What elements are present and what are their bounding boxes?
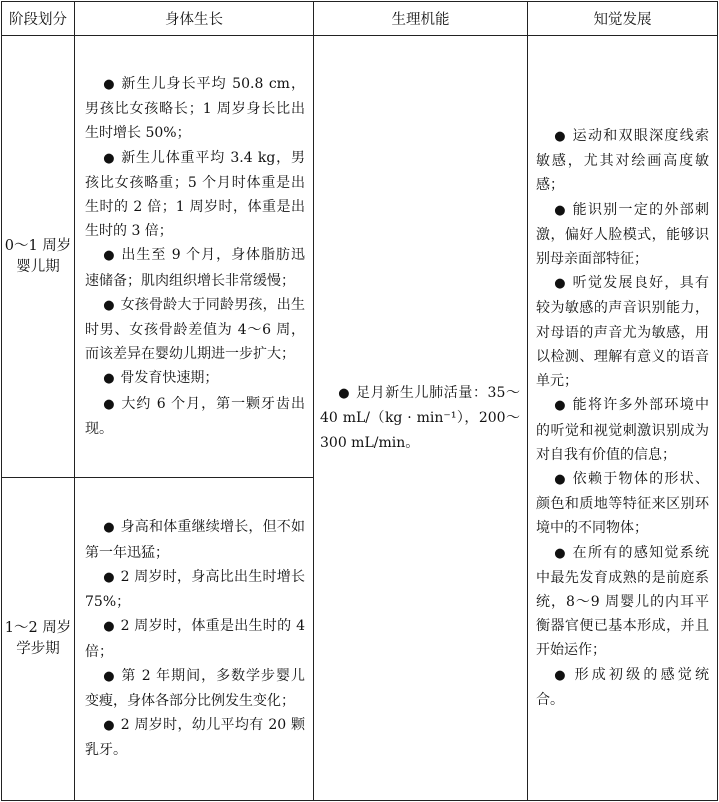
list-item-text: 身高和体重继续增长，但不如第一年迅猛； xyxy=(85,519,306,561)
list-item-text: 女孩骨龄大于同龄男孩，出生时男、女孩骨龄差值为 4～6 周，而该差异在婴幼儿期进一步扩大； xyxy=(85,296,306,363)
list-item-text: 新生儿体重平均 3.4 kg，男孩比女孩略重；5 个月时体重是出生时的 2 倍；1 周岁时，体重是出生时的 3 倍； xyxy=(85,149,305,240)
list-item xyxy=(85,146,305,244)
list-item-text: 在所有的感知觉系统中最先发育成熟的是前庭系统，8～9 周婴儿的内耳平衡器官便已基本形成，并且开始运作； xyxy=(536,544,710,659)
list-item xyxy=(536,393,709,467)
list-item xyxy=(85,72,305,146)
stage-infancy-age: 0～1 周岁 xyxy=(4,237,72,254)
list-item-text: 2 周岁时，身高比出生时增长 75%； xyxy=(85,568,306,611)
list-item xyxy=(85,293,305,367)
header-stage xyxy=(2,2,74,35)
physiology-list xyxy=(314,36,527,800)
bullet-icon: ● xyxy=(554,398,567,414)
bullet-icon: ● xyxy=(103,248,116,264)
stage-infancy-name: 婴儿期 xyxy=(16,258,60,275)
list-item-text: 大约 6 个月，第一颗牙齿出现。 xyxy=(85,395,306,437)
bullet-icon: ● xyxy=(103,371,115,387)
header-growth-text: 身体生长 xyxy=(165,12,223,28)
list-item-text: 形成初级的感觉统合。 xyxy=(536,666,709,708)
header-perception xyxy=(528,2,717,35)
list-item-text: 运动和双眼深度线索敏感，尤其对绘画高度敏感； xyxy=(536,128,710,194)
list-item xyxy=(536,271,709,393)
bullet-icon: ● xyxy=(103,718,115,734)
bullet-icon: ● xyxy=(554,545,567,561)
list-item xyxy=(536,663,709,712)
bullet-icon: ● xyxy=(103,520,115,536)
header-physiology-text: 生理机能 xyxy=(391,12,450,28)
bullet-icon: ● xyxy=(103,569,115,585)
list-item xyxy=(536,124,709,198)
list-item-text: 新生儿身长平均 50.8 cm，男孩比女孩略长；1 周岁身长比出生时增长 50%； xyxy=(85,75,305,142)
bullet-icon: ● xyxy=(554,202,567,218)
list-item xyxy=(85,614,305,663)
list-item-text: 足月新生儿肺活量：35～40 mL/（kg · min⁻¹），200～300 mL/min。 xyxy=(320,385,520,451)
bullet-icon: ● xyxy=(554,667,569,683)
list-item xyxy=(85,392,305,441)
header-perception-text: 知觉发展 xyxy=(593,12,652,28)
list-item xyxy=(85,243,305,292)
table-border-right xyxy=(717,1,718,801)
list-item-text: 能识别一定的外部刺激，偏好人脸模式，能够识别母亲面部特征； xyxy=(536,201,710,268)
stage-infancy xyxy=(2,36,74,477)
list-item xyxy=(536,198,709,272)
list-item xyxy=(320,381,520,455)
list-item xyxy=(85,565,305,614)
stage-toddler-name: 学步期 xyxy=(16,641,60,657)
list-item xyxy=(536,541,709,663)
header-growth xyxy=(75,2,313,35)
list-item xyxy=(85,366,305,391)
bullet-icon: ● xyxy=(103,668,116,684)
bullet-icon: ● xyxy=(554,471,567,487)
list-item-text: 能将许多外部环境中的听觉和视觉刺激识别成为对自我有价值的信息； xyxy=(536,397,710,463)
list-item xyxy=(536,467,709,541)
list-item-text: 听觉发展良好，具有较为敏感的声音识别能力，对母语的声音尤为敏感，用以检测、理解有意义的语音单元； xyxy=(536,275,710,390)
bullet-icon: ● xyxy=(338,386,351,402)
perception-list xyxy=(528,36,717,800)
list-item-text: 2 周岁时，幼儿平均有 20 颗乳牙。 xyxy=(85,717,306,759)
list-item xyxy=(85,664,305,713)
bullet-icon: ● xyxy=(103,396,116,412)
bullet-icon: ● xyxy=(103,76,116,92)
growth-infancy-list xyxy=(75,36,313,477)
growth-toddler-list xyxy=(75,478,313,800)
list-item-text: 骨发育快速期； xyxy=(120,370,219,387)
list-item xyxy=(85,713,305,762)
bullet-icon: ● xyxy=(103,150,116,166)
list-item-text: 出生至 9 个月，身体脂肪迅速储备；肌肉组织增长非常缓慢； xyxy=(85,247,306,289)
list-item-text: 依赖于物体的形状、颜色和质地等特征来区别环境中的不同物体； xyxy=(536,470,710,537)
table-border-bottom xyxy=(1,800,718,801)
stage-toddler-age: 1～2 周岁 xyxy=(4,620,72,636)
bullet-icon: ● xyxy=(103,297,115,313)
stage-toddler xyxy=(2,478,74,800)
bullet-icon: ● xyxy=(554,276,567,292)
list-item-text: 第 2 年期间，多数学步婴儿变瘦，身体各部分比例发生变化； xyxy=(85,667,306,709)
header-stage-text: 阶段划分 xyxy=(9,12,67,28)
list-item xyxy=(85,515,305,564)
bullet-icon: ● xyxy=(103,619,115,635)
header-physiology xyxy=(314,2,527,35)
bullet-icon: ● xyxy=(554,129,567,145)
list-item-text: 2 周岁时，体重是出生时的 4 倍； xyxy=(85,618,305,660)
